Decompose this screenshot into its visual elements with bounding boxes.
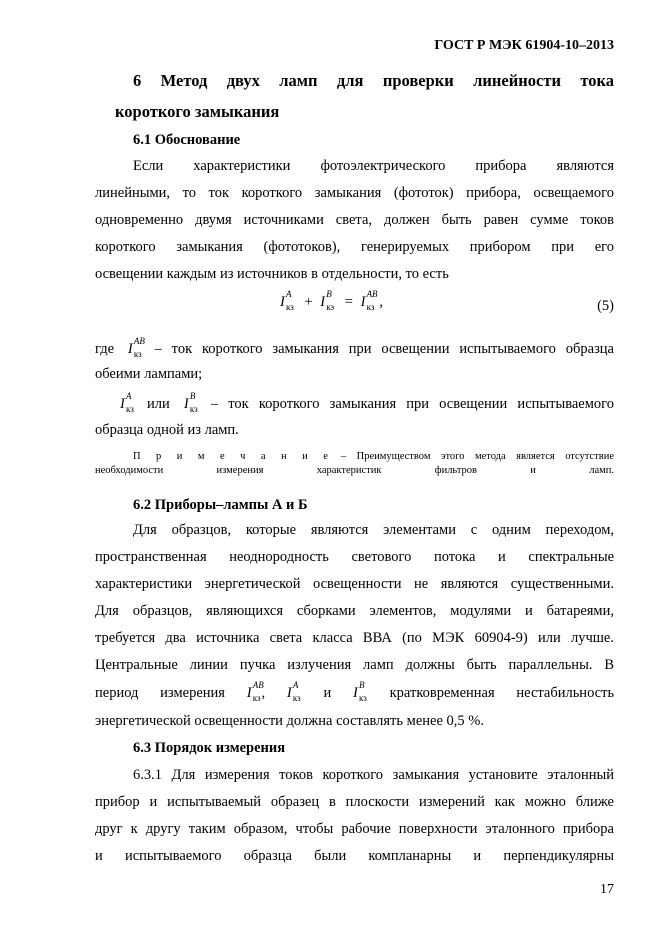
paragraph-line: друг к другу таким образом, чтобы рабочие поверхности эталонного прибора [95,821,614,837]
paragraph-line: характеристики энергетической освещенности не являются существенными. [95,576,614,592]
section-title: 6 Метод двух ламп для проверки линейности тока [133,71,614,90]
note-line: П р и м е ч а н и е – Преимуществом этого метода является отсутствие [133,451,614,462]
note-line-cont: необходимости измерения характеристик фильтров и ламп. [95,465,614,476]
where-line-cont: обеими лампами; [95,366,203,382]
where-line-2-cont: образца одной из ламп. [95,422,239,438]
where-line: где I AB кз – ток короткого замыкания при освещении испытываемого образца [95,336,614,359]
symbol-i-kz-b: I B кз [183,391,198,414]
symbol-i-kz-a: I A кз [120,391,134,414]
page-number: 17 [600,882,614,897]
paragraph-line: прибор и испытываемый образец в плоскости измерений как можно ближе [95,794,614,810]
subsection-heading-6-2: 6.2 Приборы–лампы А и Б [133,497,308,513]
paragraph-line: Если характеристики фотоэлектрического прибора являются [133,158,614,174]
plus-sign: + [304,294,313,310]
formula-5: I A кз + I B кз = I AB кз , [280,289,384,312]
where-line-2: I A кз или I B кз – ток короткого замыкания при освещении испытываемого [120,391,614,414]
subsection-heading-6-3: 6.3 Порядок измерения [133,740,286,756]
paragraph-line: Для образцов, являющихся сборками элементов, модулями и батареями, [95,603,614,619]
paragraph-line: освещении каждым из источников в отдельности, то есть [95,266,449,282]
symbol-i-kz-b: I B кз [353,680,367,703]
equals-sign: = [344,294,353,310]
paragraph-line: энергетической освещенности должна составлять менее 0,5 %. [95,713,484,729]
symbol-i-kz-b: I B кз [320,289,335,312]
paragraph-line: Центральные линии пучка излучения ламп должны быть параллельны. В [95,657,614,673]
section-title-cont: короткого замыкания [115,102,280,121]
symbol-i-kz-a: I A кз [280,289,294,312]
paragraph-line: и испытываемого образца были компланарны и перпендикулярны [95,848,614,864]
paragraph-line: 6.3.1 Для измерения токов короткого замыкания установите эталонный [133,767,614,783]
subsection-heading-6-1: 6.1 Обоснование [133,132,241,148]
paragraph-line: одновременно двумя источниками света, должен быть равен сумме токов [95,212,614,228]
paragraph-line: требуется два источника света класса ВВА (по МЭК 60904-9) или лучше. [95,630,614,646]
paragraph-line: Для образцов, которые являются элементами с одним переходом, [133,522,614,538]
paragraph-line: пространственная неоднородность светового потока и спектральные [95,549,614,565]
symbol-i-kz-ab: I AB кз [127,336,145,359]
paragraph-line: короткого замыкания (фототоков), генерируемых прибором при его [95,239,614,255]
symbol-i-kz-ab: I AB кз [360,289,378,312]
symbol-i-kz-ab: I AB кз [246,680,264,703]
paragraph-line: линейными, то ток короткого замыкания (фототок) прибора, освещаемого [95,185,614,201]
formula-number: (5) [597,298,614,314]
document-header: ГОСТ Р МЭК 61904-10–2013 [434,38,614,53]
measurement-period-line: период измерения I AB кз , I A кз и I B кз кратковременная нестабильность [95,680,615,703]
symbol-i-kz-a: I A кз [286,680,301,703]
